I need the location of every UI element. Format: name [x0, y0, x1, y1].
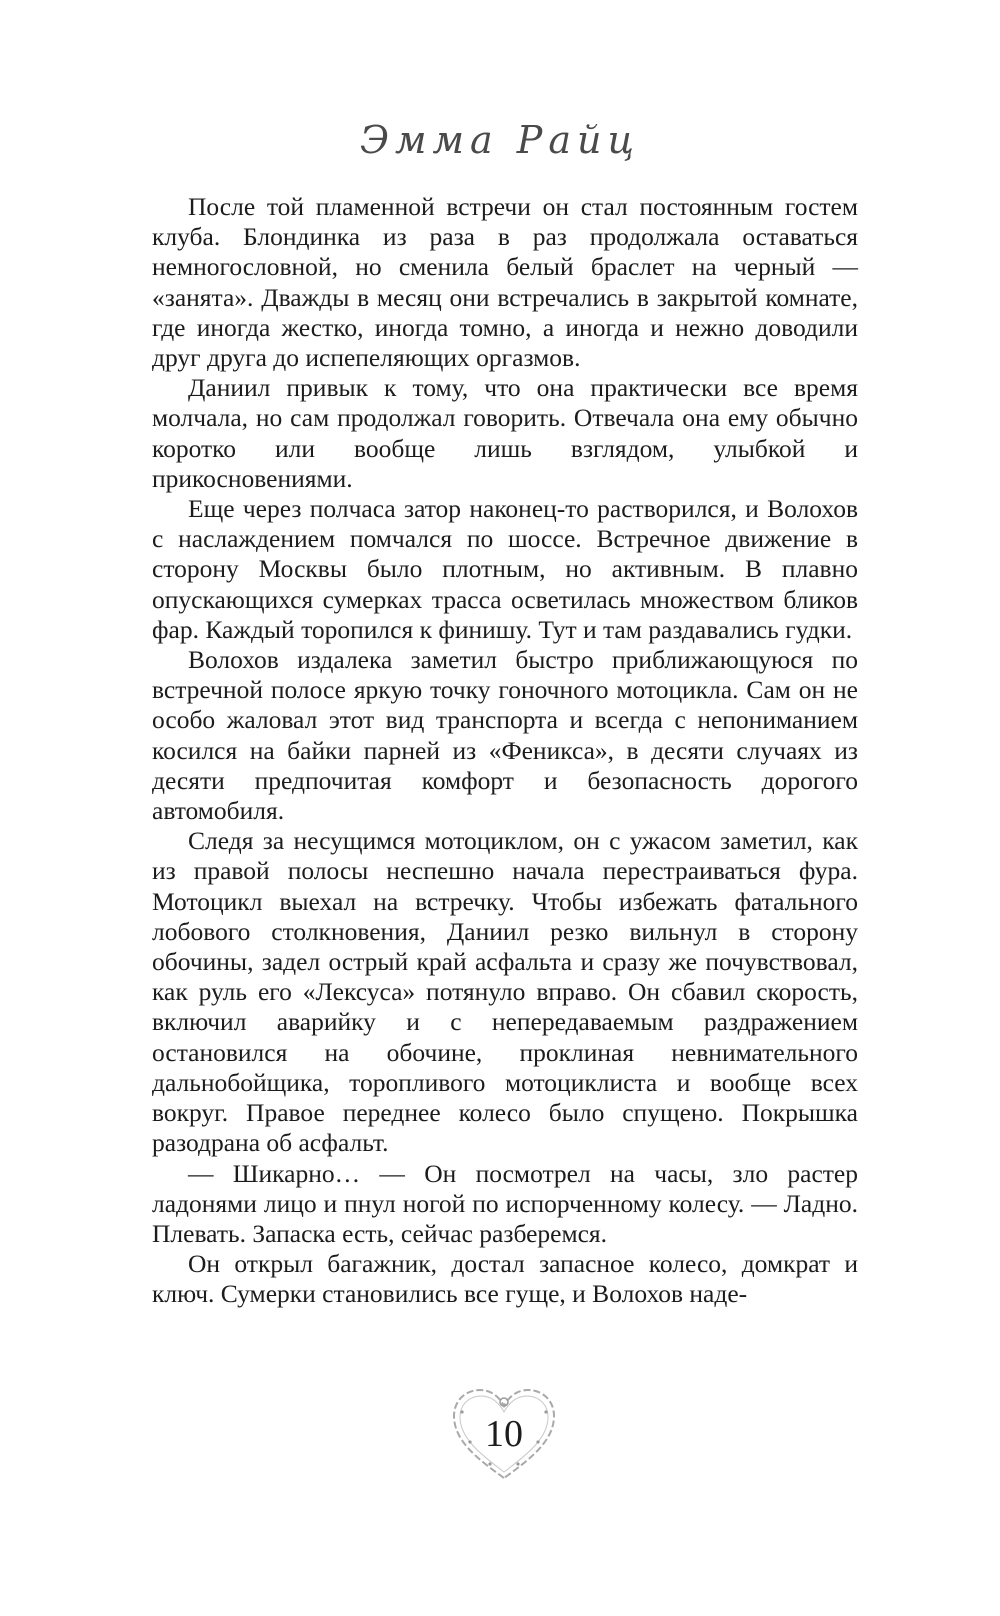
page-number-ornament	[446, 1382, 562, 1486]
paragraph: Еще через полчаса затор наконец-то растворился, и Волохов с наслаждением помчался по шоссе. Встречное движение в сторону Москвы было плотным, но активным. В плавно опускающихся сумерках трасса осветилась множеством бликов фар. Каждый торопился к финишу. Тут и там раздавались гудки.	[152, 494, 858, 644]
page-number: 10	[485, 1413, 523, 1455]
paragraph: — Шикарно… — Он посмотрел на часы, зло растер ладонями лицо и пнул ногой по испорченному колесу. — Ладно. Плевать. Запаска есть, сейчас разберемся.	[152, 1158, 858, 1248]
paragraph: Волохов издалека заметил быстро приближающуюся по встречной полосе яркую точку гоночного мотоцикла. Сам он не особо жаловал этот вид транспорта и всегда с непониманием косился на байки парней из «Феникса», в десяти случаях из десяти предпочитая комфорт и безопасность дорогого автомобиля.	[152, 645, 858, 826]
body-text	[152, 192, 858, 1310]
paragraph: Он открыл багажник, достал запасное колесо, домкрат и ключ. Сумерки становились все гуще, и Волохов наде-	[152, 1249, 858, 1309]
running-title: Эмма Райц	[359, 118, 641, 162]
paragraph: Следя за несущимся мотоциклом, он с ужасом заметил, как из правой полосы неспешно начала перестраиваться фура. Мотоцикл выехал на встречку. Чтобы избежать фатального лобового столкновения, Даниил резко вильнул в сторону обочины, задел острый край асфальта и сразу же почувствовал, как руль его «Лексуса» потянуло вправо. Он сбавил скорость, включил аварийку и с непередаваемым раздражением остановился на обочине, проклиная невнимательного дальнобойщика, торопливого мотоциклиста и вообще всех вокруг. Правое переднее колесо было спущено. Покрышка разодрана об асфальт.	[152, 826, 858, 1158]
paragraph: После той пламенной встречи он стал постоянным гостем клуба. Блондинка из раза в раз продолжала оставаться немногословной, но сменила белый браслет на черный — «занята». Дважды в месяц они встречались в закрытой комнате, где иногда жестко, иногда томно, а иногда и нежно доводили друг друга до испепеляющих оргазмов.	[152, 192, 858, 373]
paragraph: Даниил привык к тому, что она практически все время молчала, но сам продолжал говорить. Отвечала она ему обычно коротко или вообще лишь взглядом, улыбкой и прикосновениями.	[152, 373, 858, 493]
